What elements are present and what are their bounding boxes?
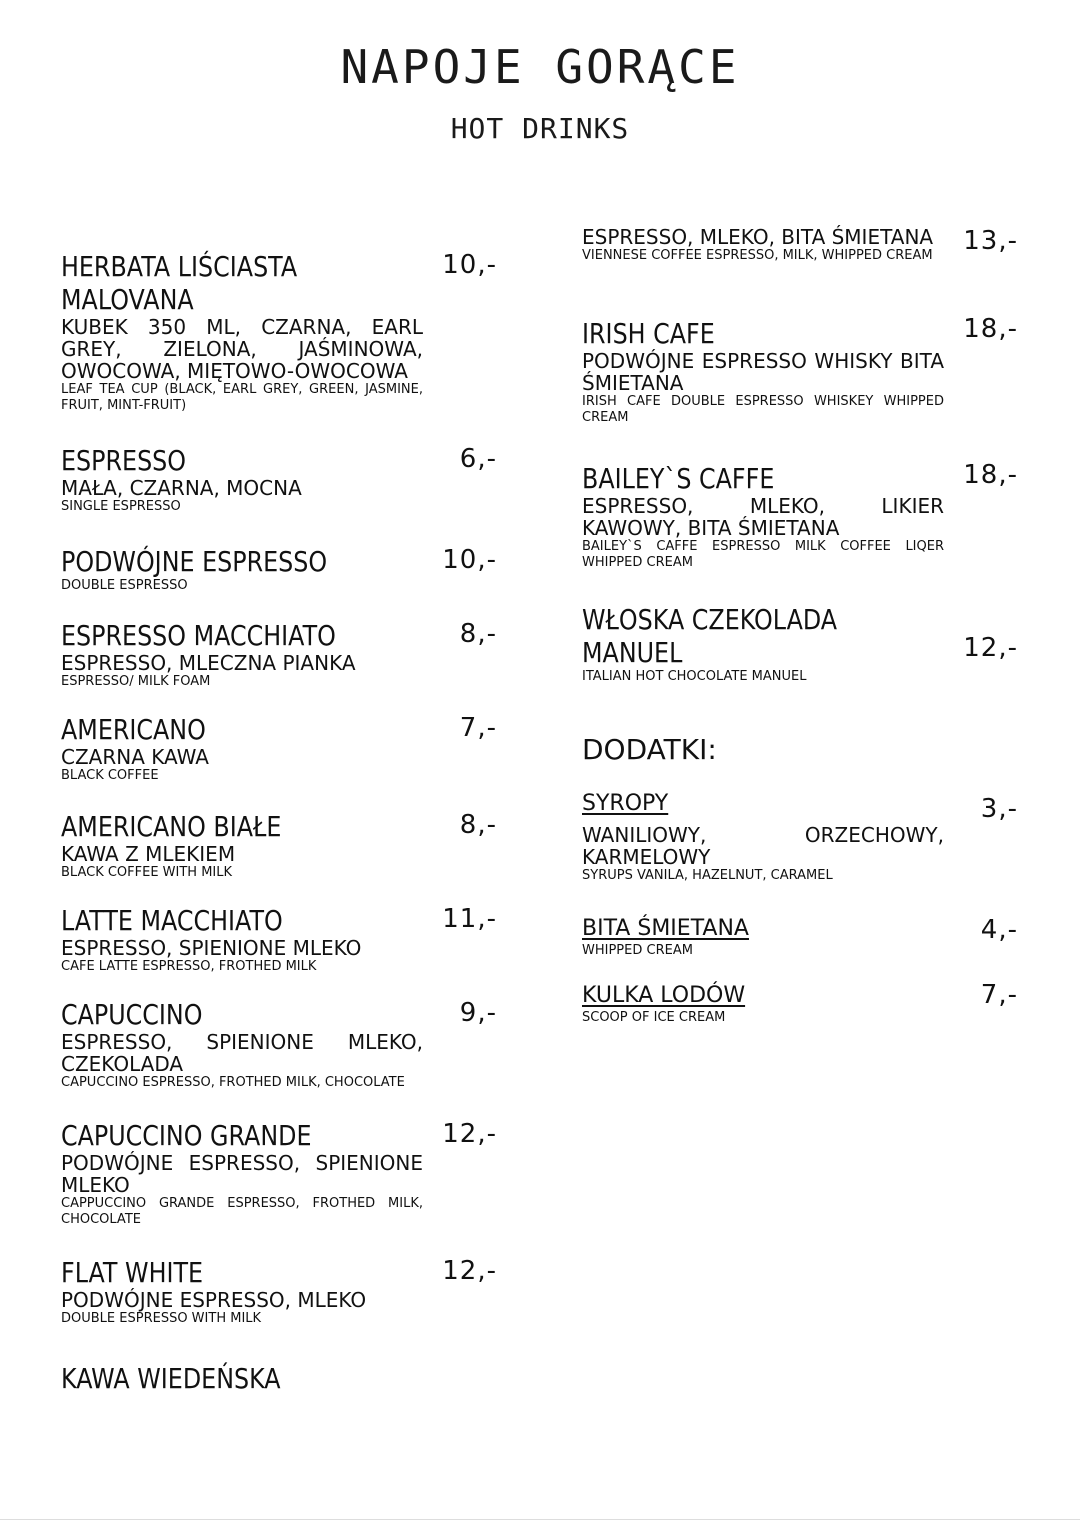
item-price: 11,- (442, 904, 497, 934)
item-name: AMERICANO BIAŁE (61, 810, 282, 843)
item-description-en: BAILEY`S CAFFE ESPRESSO MILK COFFEE LIQER WHIPPED CREAM (582, 539, 944, 570)
item-description-en: BLACK COFFEE (61, 768, 159, 783)
item-description-pl: ESPRESSO, SPIENIONE MLEKO, CZEKOLADA (61, 1030, 423, 1076)
item-price: 10,- (442, 545, 497, 575)
item-price: 18,- (963, 314, 1018, 344)
menu-item-capuccino-grande (61, 1119, 501, 1228)
item-price: 9,- (459, 998, 497, 1028)
menu-item-podwojne-espresso (61, 545, 501, 594)
item-name: FLAT WHITE (61, 1256, 204, 1289)
item-price: 12,- (442, 1119, 497, 1149)
item-name: BITA ŚMIETANA (582, 916, 749, 941)
item-name: AMERICANO (61, 713, 206, 746)
menu-item-capuccino (61, 998, 501, 1091)
item-name: SYROPY (582, 791, 669, 816)
item-description-en: ESPRESSO/ MILK FOAM (61, 674, 211, 689)
menu-item-americano-biale (61, 810, 501, 881)
item-price: 7,- (980, 980, 1018, 1010)
item-description-en: WHIPPED CREAM (582, 943, 693, 958)
item-description-pl: ESPRESSO, MLEKO, BITA ŚMIETANA (582, 225, 934, 249)
item-description-en: SINGLE ESPRESSO (61, 499, 181, 514)
item-description-pl: MAŁA, CZARNA, MOCNA (61, 476, 302, 500)
item-description-pl: ESPRESSO, MLEKO, LIKIER KAWOWY, BITA ŚMIETANA (582, 494, 944, 540)
item-description-pl: PODWÓJNE ESPRESSO, MLEKO (61, 1288, 367, 1312)
item-name: CAPUCCINO GRANDE (61, 1119, 312, 1152)
item-description-pl: ESPRESSO, MLECZNA PIANKA (61, 651, 356, 675)
item-name: KAWA WIEDEŃSKA (61, 1362, 281, 1395)
item-price: 3,- (980, 794, 1018, 824)
item-description-en: DOUBLE ESPRESSO WITH MILK (61, 1311, 262, 1326)
item-name: WŁOSKA CZEKOLADA MANUEL (582, 603, 838, 669)
item-description-pl: PODWÓJNE ESPRESSO, SPIENIONE MLEKO (61, 1151, 423, 1197)
item-description-en: DOUBLE ESPRESSO (61, 578, 188, 593)
item-description-en: LEAF TEA CUP (BLACK, EARL GREY, GREEN, JASMINE, FRUIT, MINT-FRUIT) (61, 382, 423, 413)
item-description-en: CAFE LATTE ESPRESSO, FROTHED MILK (61, 959, 317, 974)
item-name: BAILEY`S CAFFE (582, 462, 775, 495)
item-description-en: SCOOP OF ICE CREAM (582, 1010, 726, 1025)
item-description-en: CAPPUCCINO GRANDE ESPRESSO, FROTHED MILK, CHOCOLATE (61, 1196, 423, 1227)
bottom-divider (0, 1519, 1080, 1520)
item-description-en: CAPUCCINO ESPRESSO, FROTHED MILK, CHOCOLATE (61, 1075, 405, 1090)
item-name: KULKA LODÓW (582, 983, 746, 1008)
item-price: 8,- (459, 810, 497, 840)
extras-title: DODATKI: (582, 733, 717, 766)
page-title: NAPOJE GORĄCE (340, 40, 740, 94)
item-price: 13,- (963, 226, 1018, 256)
item-description-pl: KAWA Z MLEKIEM (61, 842, 236, 866)
item-name: PODWÓJNE ESPRESSO (61, 545, 328, 578)
menu-item-baileys-caffe (582, 462, 1022, 571)
item-price: 7,- (459, 713, 497, 743)
extras-item-kulka-lodow (582, 982, 1022, 1026)
item-price: 4,- (980, 915, 1018, 945)
menu-item-wloska-czekolada (582, 603, 1022, 685)
item-name: CAPUCCINO (61, 998, 203, 1031)
item-price: 8,- (459, 619, 497, 649)
item-description-pl: CZARNA KAWA (61, 745, 209, 769)
menu-item-latte-macchiato (61, 904, 501, 975)
item-price: 6,- (459, 444, 497, 474)
item-price: 12,- (963, 633, 1018, 663)
menu-item-americano (61, 713, 501, 784)
item-name: ESPRESSO MACCHIATO (61, 619, 336, 652)
item-description-en: ITALIAN HOT CHOCOLATE MANUEL (582, 669, 807, 684)
item-description-pl: KUBEK 350 ML, CZARNA, EARL GREY, ZIELONA, JAŚMINOWA, OWOCOWA, MIĘTOWO-OWOCOWA (61, 315, 423, 383)
item-description-en: IRISH CAFE DOUBLE ESPRESSO WHISKEY WHIPPED CREAM (582, 394, 944, 425)
extras-item-syropy (582, 790, 1022, 884)
item-name: HERBATA LIŚCIASTA MALOVANA (61, 250, 298, 316)
menu-item-espresso-macchiato (61, 619, 501, 690)
menu-item-herbata (61, 250, 501, 414)
menu-item-kawa-wiedenska (61, 1362, 501, 1395)
item-name: ESPRESSO (61, 444, 187, 477)
menu-item-flat-white (61, 1256, 501, 1327)
menu-item-irish-cafe (582, 314, 1022, 426)
extras-item-bita-smietana (582, 915, 1022, 959)
item-description-en: SYRUPS VANILA, HAZELNUT, CARAMEL (582, 868, 833, 883)
item-description-pl: ESPRESSO, SPIENIONE MLEKO (61, 936, 362, 960)
menu-item-kawa-wiedenska-details (582, 226, 1022, 264)
item-price: 18,- (963, 460, 1018, 490)
item-description-pl: PODWÓJNE ESPRESSO WHISKY BITA ŚMIETANA (582, 349, 944, 395)
item-name: LATTE MACCHIATO (61, 904, 283, 937)
item-name: IRISH CAFE (582, 317, 715, 350)
page-subtitle: HOT DRINKS (450, 112, 630, 145)
item-description-pl: WANILIOWY, ORZECHOWY, KARMELOWY (582, 823, 944, 869)
item-description-en: BLACK COFFEE WITH MILK (61, 865, 233, 880)
item-description-en: VIENNESE COFFEE ESPRESSO, MILK, WHIPPED CREAM (582, 248, 933, 263)
menu-item-espresso (61, 444, 501, 515)
item-price: 10,- (442, 250, 497, 280)
item-price: 12,- (442, 1256, 497, 1286)
